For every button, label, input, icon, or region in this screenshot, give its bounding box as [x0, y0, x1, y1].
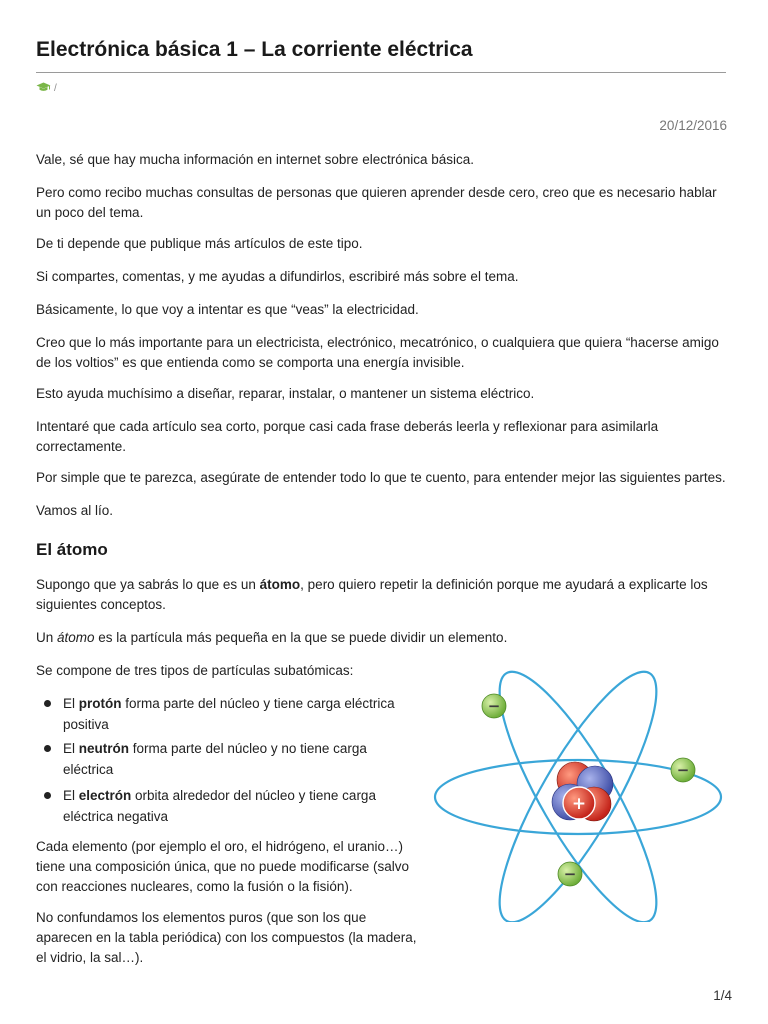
- electron-symbol: −: [487, 697, 501, 715]
- electron-bottom: [558, 862, 582, 886]
- paragraph: De ti depende que publique más artículos de este tipo.: [36, 236, 363, 251]
- paragraph: Por simple que te parezca, asegúrate de entender todo lo que te cuento, para entender mejor las siguientes partes.: [36, 470, 726, 485]
- paragraph: Vale, sé que hay mucha información en internet sobre electrónica básica.: [36, 152, 474, 167]
- title-divider: [36, 72, 726, 73]
- intro-text-rest: , pero quiero repetir la definición porque me ayudará a explicarte los siguientes conceptos.: [36, 577, 708, 612]
- bullet-dot: [44, 745, 51, 752]
- paragraph: Si compartes, comentas, y me ayudas a difundirlos, escribiré más sobre el tema.: [36, 269, 519, 284]
- intro-text: Supongo que ya sabrás lo que es un: [36, 577, 260, 592]
- electron-symbol: −: [563, 865, 577, 883]
- list-item-neutron: [63, 738, 408, 780]
- electron-right: [671, 758, 695, 782]
- meta-separator: /: [54, 83, 57, 94]
- post-date: 20/12/2016: [659, 118, 727, 133]
- list-item-prefix: El: [63, 696, 79, 711]
- paragraph: No confundamos los elementos puros (que son los que aparecen en la tabla periódica) con los compuestos (la madera, el vidrio, la sal…).: [36, 910, 417, 965]
- electron-top-left: [482, 694, 506, 718]
- intro-bold-term: átomo: [259, 577, 301, 592]
- bullet-dot: [44, 792, 51, 799]
- proton-symbol: +: [571, 794, 587, 814]
- electron-symbol: −: [676, 761, 690, 779]
- list-item-electron: [63, 785, 408, 827]
- list-item-prefix: El: [63, 741, 79, 756]
- paragraph: Básicamente, lo que voy a intentar es que “veas” la electricidad.: [36, 302, 419, 317]
- definition-italic-term: átomo: [57, 630, 95, 645]
- list-item-term: electrón: [78, 788, 132, 803]
- page-title: Electrónica básica 1 – La corriente eléctrica: [36, 38, 473, 61]
- paragraph: Vamos al lío.: [36, 503, 114, 518]
- list-item-term: protón: [78, 696, 122, 711]
- paragraph: Intentaré que cada artículo sea corto, porque casi cada frase deberás leerla y reflexionar para asimilarla correctamente.: [36, 419, 659, 454]
- list-item-prefix: El: [63, 788, 79, 803]
- definition-text: Un: [36, 630, 58, 645]
- paragraph: Creo que lo más importante para un electricista, electrónico, mecatrónico, o cualquiera que quiera “hacerse amigo de los voltios” es que entienda como se comporta una energía invisible.: [36, 335, 719, 370]
- graduation-cap-icon[interactable]: [36, 82, 51, 95]
- section-heading: El átomo: [36, 540, 108, 559]
- paragraph: Pero como recibo muchas consultas de personas que quieren aprender desde cero, creo que es necesario hablar un poco del tema.: [36, 185, 717, 220]
- definition-text-rest: es la partícula más pequeña en la que se puede dividir un elemento.: [94, 630, 508, 645]
- atom-illustration: [430, 662, 740, 922]
- list-item-text: forma parte del núcleo y tiene carga eléctrica positiva: [63, 696, 395, 732]
- list-item-text: orbita alrededor del núcleo y tiene carga eléctrica negativa: [63, 788, 376, 824]
- bullet-dot: [44, 700, 51, 707]
- paragraph: Esto ayuda muchísimo a diseñar, reparar, instalar, o mantener un sistema eléctrico.: [36, 386, 535, 401]
- atom-definition-paragraph: [36, 628, 732, 648]
- post-meta: [36, 82, 57, 95]
- paragraph: Cada elemento (por ejemplo el oro, el hidrógeno, el uranio…) tiene una composición única, que no puede modificarse (salvo con reacciones nucleares, como la fusión o la fisión).: [36, 839, 409, 894]
- atom-intro-paragraph: [36, 575, 732, 615]
- list-item-proton: [63, 693, 408, 735]
- list-intro: Se compone de tres tipos de partículas subatómicas:: [36, 663, 354, 678]
- page-number: 1/4: [713, 988, 732, 1003]
- list-item-text: forma parte del núcleo y no tiene carga eléctrica: [63, 741, 367, 777]
- list-item-term: neutrón: [78, 741, 130, 756]
